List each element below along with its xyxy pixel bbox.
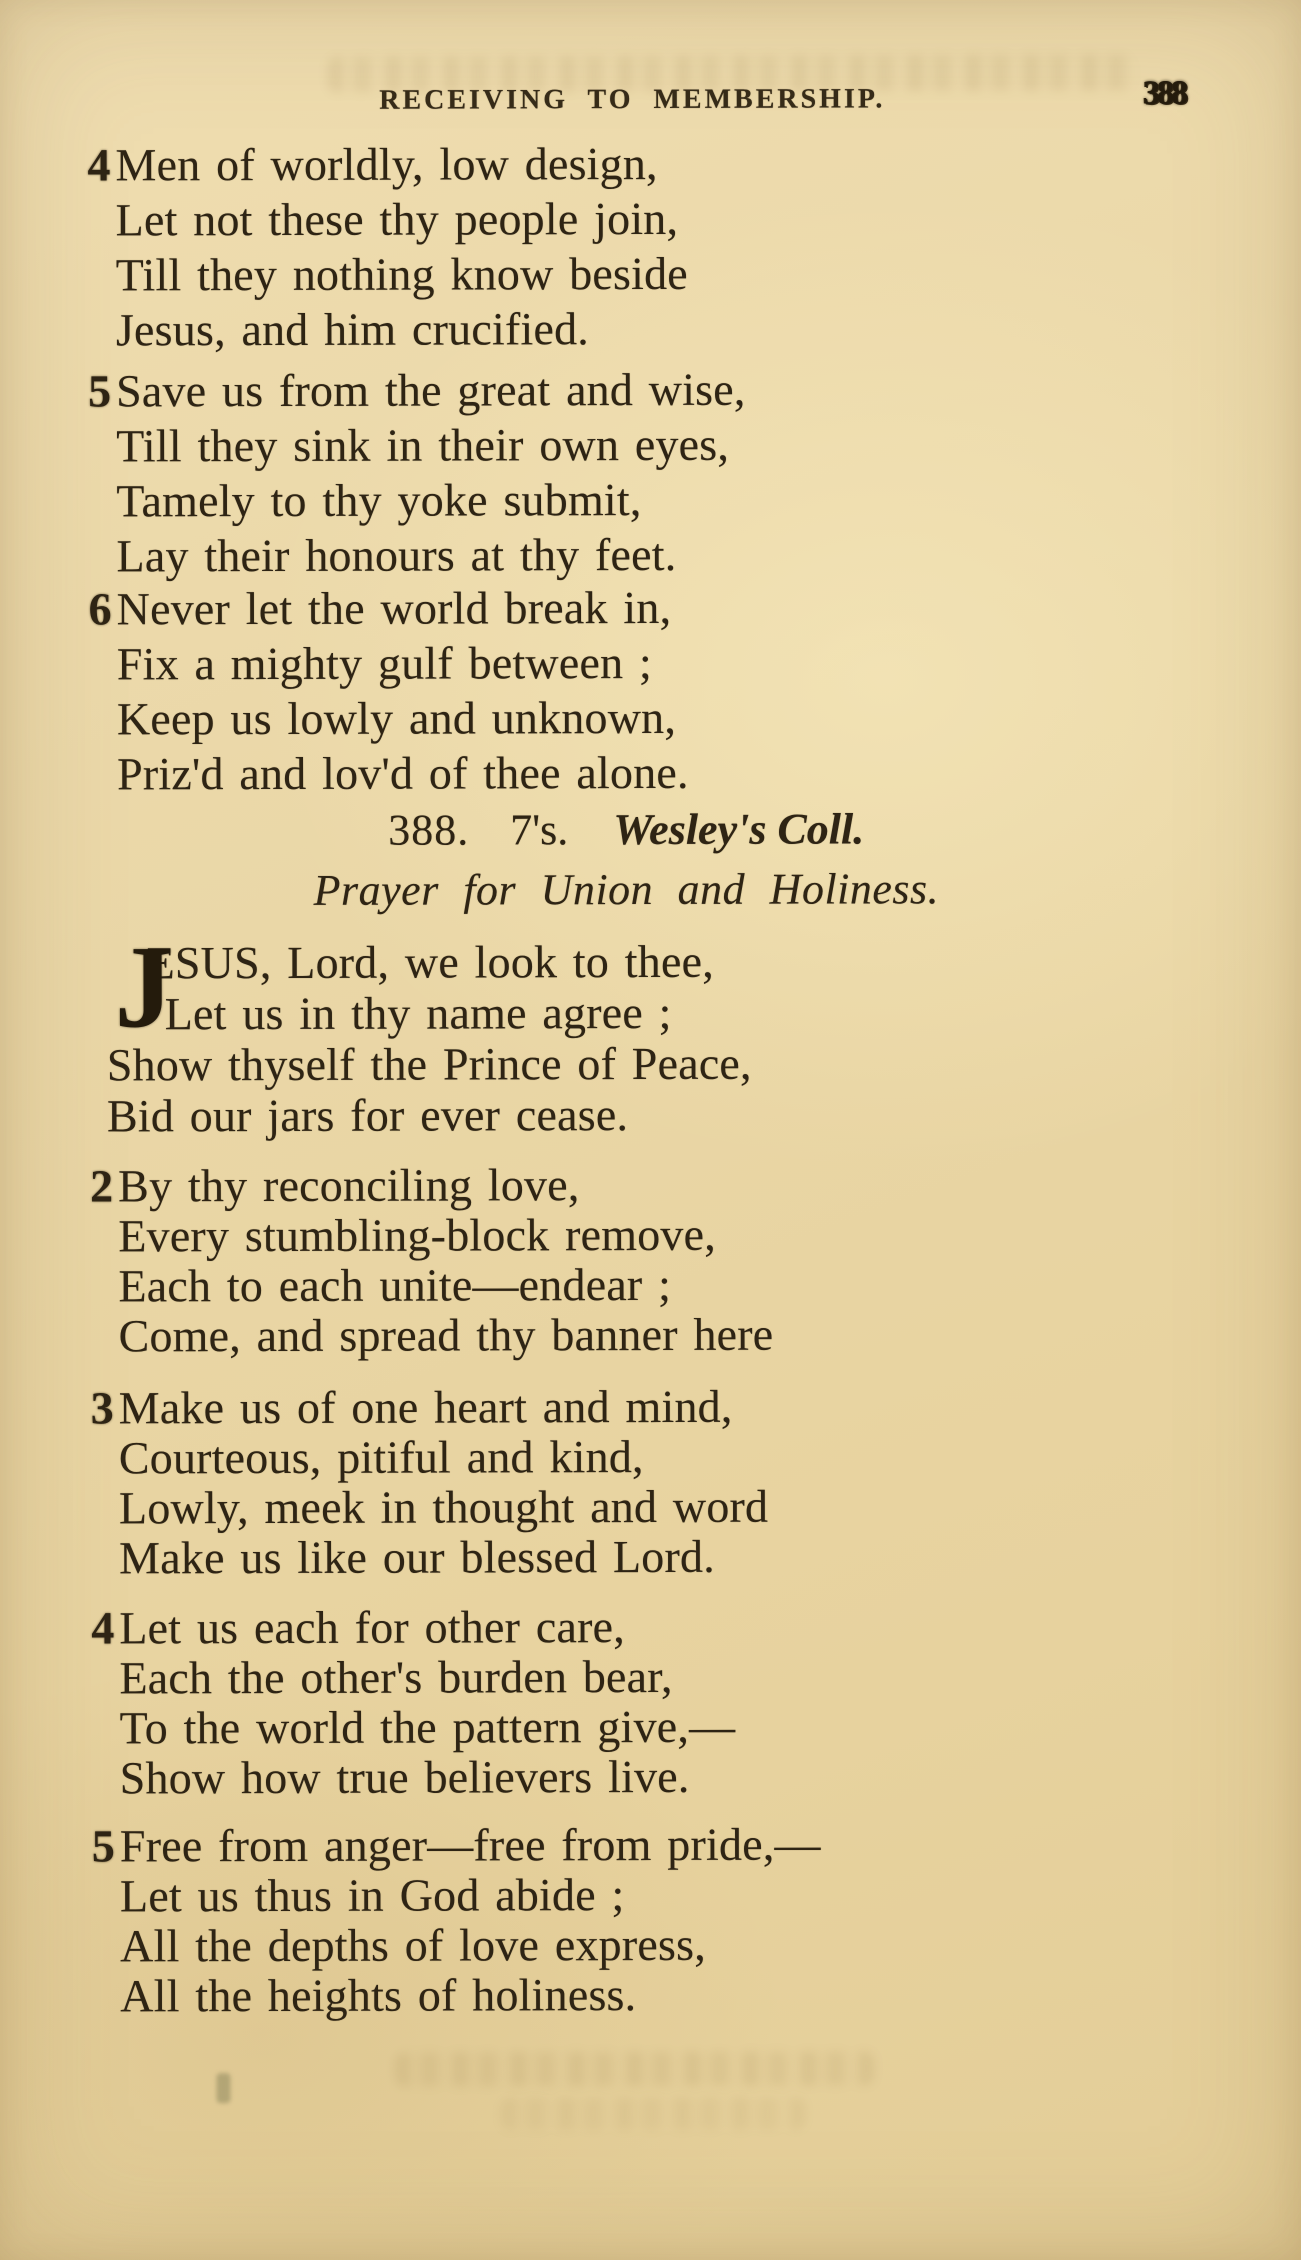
verse-lines bbox=[116, 362, 746, 584]
page-number: 388 bbox=[1143, 75, 1185, 113]
verse bbox=[91, 1382, 769, 1584]
verse-lines bbox=[120, 1820, 821, 2022]
verse-number: 3 bbox=[91, 1383, 114, 1433]
verse-line: Courteous, pitiful and kind, bbox=[119, 1432, 768, 1484]
verse-number: 6 bbox=[89, 581, 112, 636]
verse-line: Every stumbling-block remove, bbox=[118, 1210, 773, 1262]
hymn-title: Prayer for Union and Holiness. bbox=[0, 862, 1253, 916]
bleedthrough-smudge-bottom bbox=[394, 2051, 874, 2086]
verse-number: 4 bbox=[91, 1603, 114, 1653]
verse-line: All the depths of love express, bbox=[120, 1920, 821, 1972]
verse-line: Save us from the great and wise, bbox=[116, 362, 746, 419]
verse-line: Show thyself the Prince of Peace, bbox=[107, 1038, 752, 1091]
verse-line: Jesus, and him crucified. bbox=[116, 301, 688, 357]
verse bbox=[89, 580, 689, 802]
verse-line: ESUS, Lord, we look to thee, bbox=[146, 936, 751, 989]
verse-lines bbox=[117, 580, 689, 801]
verse-line: Each the other's burden bear, bbox=[119, 1652, 735, 1704]
verse-line: All the heights of holiness. bbox=[120, 1970, 821, 2022]
verse-lines bbox=[119, 1382, 769, 1584]
verse bbox=[106, 936, 751, 1142]
verse-line: Till they sink in their own eyes, bbox=[116, 417, 746, 474]
verse-lines bbox=[118, 1160, 773, 1362]
hymn-source: Wesley's Coll. bbox=[613, 804, 864, 854]
verse-line: Each to each unite—endear ; bbox=[118, 1260, 773, 1312]
hymn-meter: 7's. bbox=[510, 805, 568, 854]
verse-line: Come, and spread thy banner here bbox=[118, 1310, 773, 1362]
verse-lines bbox=[119, 1602, 735, 1804]
verse-line: Make us like our blessed Lord. bbox=[119, 1532, 768, 1584]
bleedthrough-smudge-bottom bbox=[501, 2098, 806, 2131]
verse-line: Bid our jars for ever cease. bbox=[107, 1089, 752, 1142]
verse-line: Till they nothing know beside bbox=[116, 246, 688, 302]
verse-line: Show how true believers live. bbox=[120, 1752, 736, 1804]
verse-number: 5 bbox=[92, 1821, 115, 1871]
hymn-number: 388. bbox=[388, 805, 469, 854]
verse bbox=[92, 1820, 821, 2022]
verse-line: Keep us lowly and unknown, bbox=[117, 690, 689, 746]
verse bbox=[91, 1602, 735, 1804]
verse-line: Lowly, meek in thought and word bbox=[119, 1482, 768, 1534]
verse-lines bbox=[115, 136, 688, 357]
verse-line: Make us of one heart and mind, bbox=[119, 1382, 768, 1434]
verse bbox=[90, 1160, 773, 1362]
verse-line: Priz'd and lov'd of thee alone. bbox=[117, 745, 689, 801]
verse-line: Lay their honours at thy feet. bbox=[116, 527, 746, 584]
hymn-heading bbox=[0, 802, 1253, 856]
running-header: RECEIVING TO MEMBERSHIP. bbox=[0, 82, 1267, 117]
verse-number: 4 bbox=[87, 137, 110, 192]
verse bbox=[88, 362, 746, 584]
verse-line: Men of worldly, low design, bbox=[115, 136, 687, 192]
verse-number: 2 bbox=[90, 1161, 113, 1211]
verse-line: By thy reconciling love, bbox=[118, 1160, 773, 1212]
verse-line: Let us each for other care, bbox=[119, 1602, 735, 1654]
verse-line: Never let the world break in, bbox=[117, 580, 689, 636]
verse-line: Fix a mighty gulf between ; bbox=[117, 635, 689, 691]
verse-line: Let us in thy name agree ; bbox=[165, 987, 752, 1040]
verse-line: To the world the pattern give,— bbox=[119, 1702, 735, 1754]
verse-line: Let not these thy people join, bbox=[116, 191, 688, 247]
verse-line: Free from anger—free from pride,— bbox=[120, 1820, 821, 1872]
verse-line: Tamely to thy yoke submit, bbox=[116, 472, 746, 529]
verse-number: 5 bbox=[88, 363, 111, 418]
verse bbox=[87, 136, 688, 358]
drop-cap: J bbox=[114, 939, 173, 1035]
ink-speck bbox=[216, 2073, 230, 2103]
verse-line: Let us thus in God abide ; bbox=[120, 1870, 821, 1922]
